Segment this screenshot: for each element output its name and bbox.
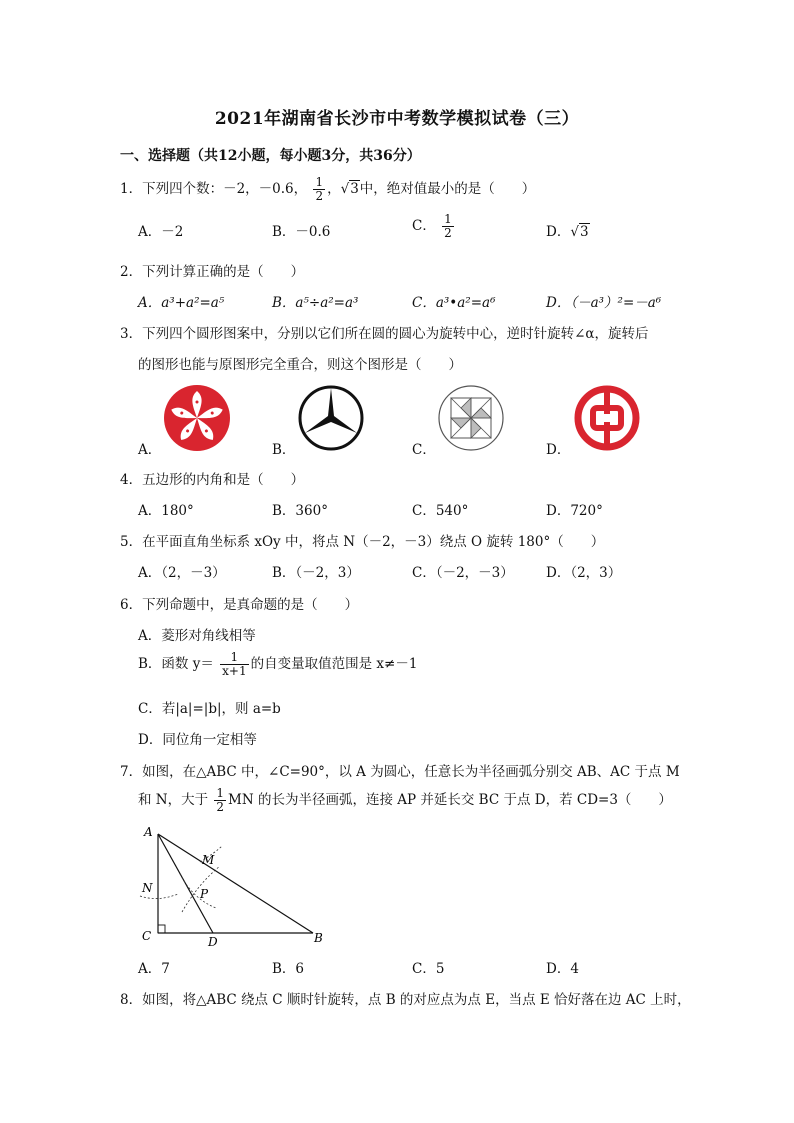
q1-suffix: 中，绝对值最小的是（ ） — [359, 181, 536, 197]
q1-mid: ， — [327, 181, 341, 197]
q5-option-b: B．（－2，3） — [272, 565, 360, 581]
q1-option-d-sqrt — [570, 224, 589, 240]
section-heading: 一、选择题（共12小题，每小题3分，共36分） — [120, 148, 421, 164]
q1-option-a: A．－2 — [138, 224, 184, 240]
frac-den: x+1 — [222, 664, 247, 678]
q7-option-c: C．5 — [412, 961, 445, 977]
q3-option-b: B． — [272, 442, 296, 458]
q7-fraction — [214, 787, 226, 814]
q1-option-d — [546, 220, 590, 240]
q5-option-c: C．（－2，－3） — [412, 565, 514, 581]
label-b: B — [314, 931, 323, 945]
q2-option-c: C．a³•a²=a⁶ — [412, 295, 496, 311]
q1-option-d-label: D． — [546, 224, 571, 240]
page-title: 2021年湖南省长沙市中考数学模拟试卷（三） — [214, 109, 580, 129]
q2-option-a: A．a³+a²=a⁵ — [138, 295, 225, 311]
q3-option-c: C． — [412, 442, 436, 458]
q1-option-c — [412, 213, 456, 240]
q1-prefix: 1．下列四个数：－2，－0.6， — [120, 181, 308, 197]
q1-frac-num: 1 — [315, 175, 324, 189]
pinwheel-icon — [437, 384, 505, 452]
question-3-line2: 的图形也能与原图形完全重合，则这个图形是（ ） — [138, 357, 462, 373]
question-6: 6．下列命题中，是真命题的是（ ） — [120, 597, 359, 613]
q7-line2-post: MN 的长为半径画弧，连接 AP 并延长交 BC 于点 D，若 CD=3（ ） — [228, 792, 672, 808]
q3-option-a: A． — [138, 442, 162, 458]
q3-option-d: D． — [546, 442, 571, 458]
label-m: M — [202, 853, 215, 867]
label-p: P — [200, 887, 209, 901]
q7-option-b: B．6 — [272, 961, 305, 977]
q6-option-c: C．若|a|=|b|，则 a=b — [138, 701, 281, 717]
question-3-line1: 3．下列四个圆形图案中，分别以它们所在圆的圆心为旋转中心，逆时针旋转∠α，旋转后 — [120, 326, 649, 342]
q1-option-c-fraction — [442, 213, 454, 240]
question-8: 8．如图，将△ABC 绕点 C 顺时针旋转，点 B 的对应点为点 E，当点 E 恰好落在边 AC 上时， — [120, 992, 691, 1008]
q6-option-d: D．同位角一定相等 — [138, 732, 257, 748]
q1-option-b: B．－0.6 — [272, 224, 331, 240]
sqrt-radicand: 3 — [350, 181, 359, 197]
q1-option-c-label: C． — [412, 218, 436, 234]
q1-frac-den: 2 — [315, 189, 324, 203]
triangle-figure — [138, 824, 338, 950]
three-pointed-star-icon — [297, 384, 365, 452]
q5-option-a: A．（2，－3） — [138, 565, 226, 581]
question-2: 2．下列计算正确的是（ ） — [120, 264, 305, 280]
question-7-line2 — [138, 787, 672, 814]
q6-option-b — [138, 651, 417, 678]
sqrt-symbol: √ — [340, 181, 350, 197]
sqrt-radicand: 3 — [579, 224, 589, 240]
bank-coin-logo-icon — [573, 384, 641, 452]
q6-option-b-pre: B．函数 y＝ — [138, 656, 214, 672]
frac-den: 2 — [216, 800, 225, 814]
q6-option-b-fraction — [220, 651, 248, 678]
q4-option-d: D．720° — [546, 503, 603, 519]
q6-option-b-post: 的自变量取值范围是 x≠－1 — [250, 656, 418, 672]
q7-option-a: A．7 — [138, 961, 170, 977]
q2-option-d: D．（－a³）²=－a⁶ — [546, 295, 662, 311]
q7-option-d: D．4 — [546, 961, 579, 977]
frac-num: 1 — [220, 651, 248, 665]
frac-num: 1 — [444, 212, 452, 226]
label-c: C — [142, 929, 152, 943]
question-7-line1: 7．如图，在△ABC 中，∠C=90°，以 A 为圆心，任意长为半径画弧分别交 AB、AC 于点 M — [120, 764, 680, 780]
q5-option-d: D．（2，3） — [546, 565, 622, 581]
frac-den: 2 — [444, 226, 452, 240]
q1-fraction — [313, 176, 325, 203]
sqrt-symbol: √ — [570, 224, 579, 240]
question-4: 4．五边形的内角和是（ ） — [120, 472, 305, 488]
bauhinia-emblem-icon — [163, 384, 231, 452]
q4-option-a: A．180° — [138, 503, 194, 519]
question-1 — [120, 176, 535, 203]
q2-option-b: B．a⁵÷a²=a³ — [272, 295, 359, 311]
q4-option-c: C．540° — [412, 503, 469, 519]
q1-sqrt — [341, 181, 360, 197]
label-d: D — [208, 935, 218, 949]
q7-line2-pre: 和 N，大于 — [138, 792, 209, 808]
frac-num: 1 — [216, 786, 225, 800]
label-a: A — [144, 825, 153, 839]
label-n: N — [142, 881, 153, 895]
question-5: 5．在平面直角坐标系 xOy 中，将点 N（－2，－3）绕点 O 旋转 180°（ ） — [120, 534, 605, 550]
q6-option-a: A．菱形对角线相等 — [138, 628, 256, 644]
q4-option-b: B．360° — [272, 503, 328, 519]
